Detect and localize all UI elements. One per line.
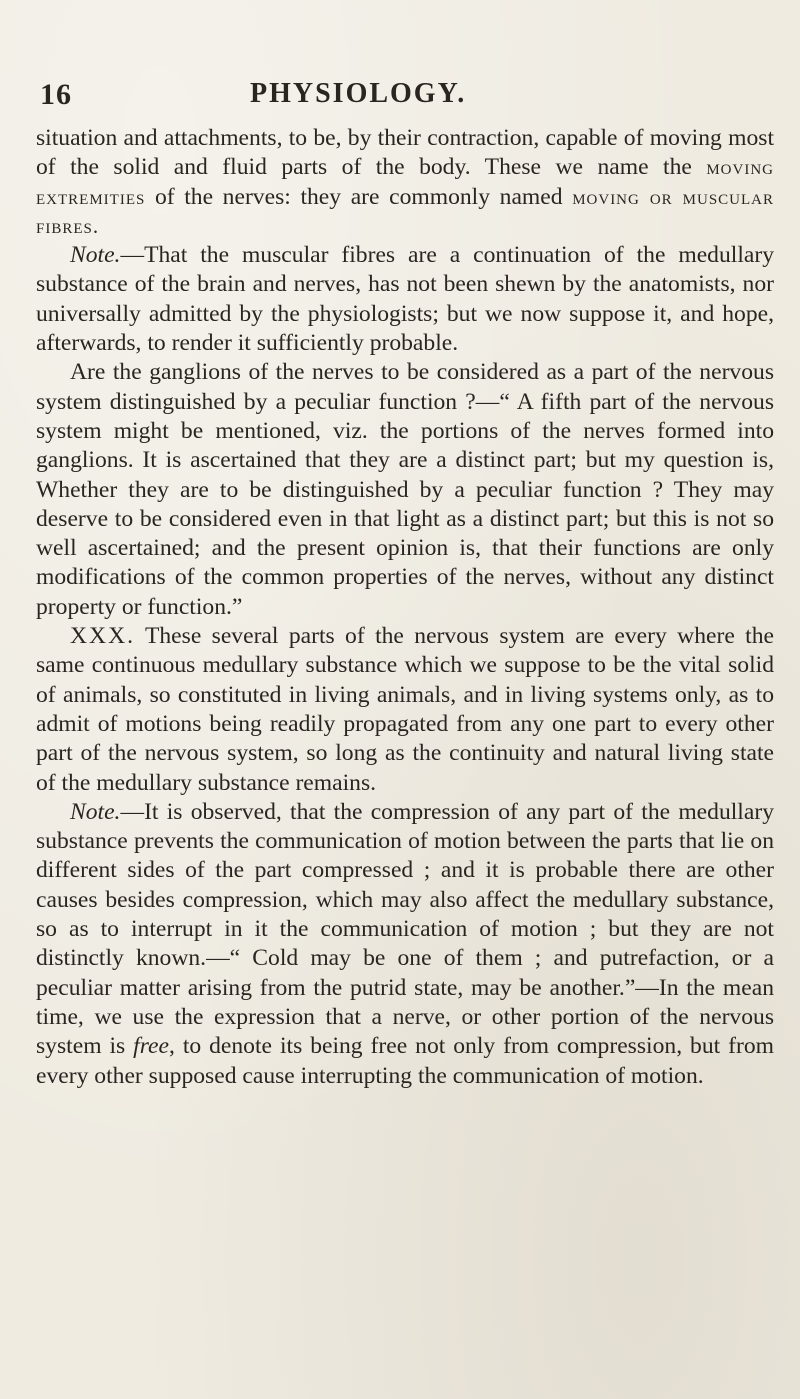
note-label: Note. [70,798,121,825]
paragraph-1-text-a: situation and attachments, to be, by their contraction, capable of moving most of the solid and fluid parts of the body. These we name the [36,125,774,181]
paragraph-4-section [36,622,774,798]
paragraph-2-text: —That the muscular fibres are a continuation of the medullary substance of the brain and nerves, has not been shewn by the anatomists, nor universally admitted by the physiologists; but we now suppose it, and hope, afterwards, to render it sufficiently probable. [36,242,774,357]
paragraph-1 [36,124,774,241]
page-number: 16 [40,78,72,111]
paragraph-1-smallcaps-2: moving or muscular fibres. [36,184,774,238]
paragraph-3-text: Are the ganglions of the nerves to be considered as a part of the nervous system distinguished by a peculiar function ?—“ A fifth part of the nervous system might be mentioned, viz. the portions of the nerves formed into ganglions. It is ascertained that they are a distinct part; but my question is, Whether they are to be distinguished by a peculiar function ? They may deserve to be considered even in that light as a distinct part; but this is not so well ascertained; and the present opinion is, that their functions are only modifications of the common properties of the nerves, without any distinct property or function.” [36,359,774,620]
paragraph-4-text: These several parts of the nervous system are every where the same continuous medullary substance which we suppose to be the vital solid of animals, so constituted in living animals, and in living systems only, as to admit of motions being readily propagated from any one part to every other part of the nervous system, so long as the continuity and natural living state of the medullary substance remains. [36,623,774,796]
paragraph-1-text-b: of the nerves: they are commonly named [145,183,573,210]
note-label: Note. [70,242,121,269]
body-text [36,124,774,1091]
paragraph-5-text-b: , to denote its being free not only from compression, but from every other supposed cause interrupting the communication of motion. [36,1033,774,1089]
section-number: XXX. [70,623,136,650]
paragraph-2-note [36,241,774,358]
paragraph-5-note [36,798,774,1091]
running-head: PHYSIOLOGY. [250,78,467,109]
paragraph-5-emphasis: free [133,1033,169,1060]
paragraph-5-text-a: —It is observed, that the compression of any part of the medullary substance prevents the communication of motion between the parts that lie on different sides of the part compressed ; and it is probable there are other causes besides compression, which may also affect the medullary substance, so as to interrupt in it the communication of motion ; but they are not distinctly known.—“ Cold may be one of them ; and putrefaction, or a peculiar matter arising from the putrid state, may be another.”—In the mean time, we use the expression that a nerve, or other portion of the nervous system is [36,798,774,1060]
paragraph-3 [36,358,774,622]
paragraph-1-smallcaps-1: moving extremities [36,155,774,209]
page-header [0,78,800,118]
